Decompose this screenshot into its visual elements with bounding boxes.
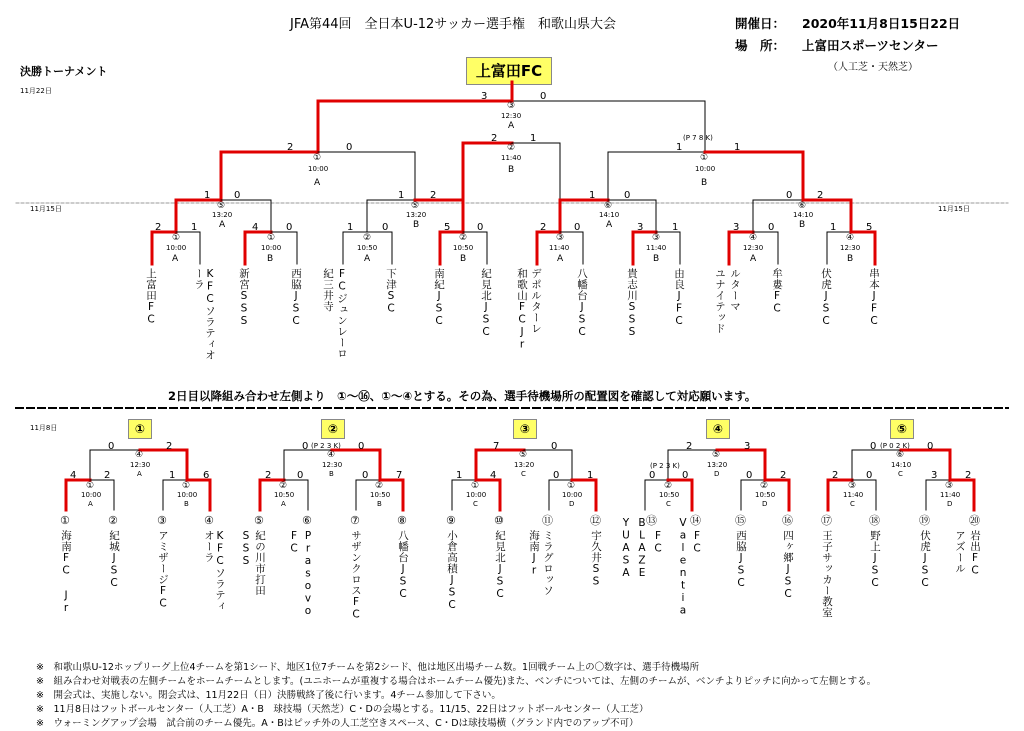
qf1-time: 13:20 [212,211,233,219]
note-line: ※ ウォーミングアップ会場 試合前のチーム優先。A・Bはピッチ外の人工芝空きスペース、C・Dは球技場横（グランド内でのアップ不可） [36,718,639,729]
team-name: 紀見北JSC [480,268,493,339]
page-title: JFA第44回 全日本U-12サッカー選手権 和歌山県大会 [290,17,617,32]
final-num: ③ [507,101,516,111]
sf2-score-left: 1 [676,142,683,153]
team-name: 新宮SSS [238,268,251,328]
qf3-court: A [606,220,613,230]
team-name: 岩出FC [969,530,982,577]
team-name: KFCソラティオーラ [202,530,226,612]
team-name: 由良JFC [673,268,686,328]
team-name: YUASA [620,517,633,580]
team-name: 西脇JSC [290,268,303,328]
team-name: 上富田FC [145,268,158,326]
sf2-court: B [701,178,708,188]
team-name: FC [652,530,665,555]
sf1-court: A [314,178,321,188]
date-22-label: 11月22日 [20,87,52,95]
qf4-court: B [799,220,806,230]
team-name: KFCソラティオーラ [192,268,216,361]
sf2-pk: (P 7 8 K) [683,134,713,142]
team-name: 野上JSC [869,530,882,590]
team-name: 下津SC [385,268,398,315]
third-score-left: 2 [491,133,498,144]
third-court: B [508,165,515,175]
venue-value: 上富田スポーツセンター [802,38,939,53]
qf1-score-left: 1 [204,190,211,201]
qf2-num: ⑤ [411,201,420,211]
pairing-notice: 2日目以降組み合わせ左側より ①～⑯、①～④とする。その為、選手待機場所の配置図を確認して対応願います。 [168,389,757,403]
team-name: 紀城JSC [108,530,121,590]
qf1-court: A [219,220,226,230]
team-name: 貴志川SSS [626,268,639,339]
team-name: FC [288,530,301,555]
team-name: 伏虎JSC [919,530,932,590]
team-name: 西脇JSC [735,530,748,590]
team-name: 紀三井寺 [322,268,335,312]
final-court: A [508,121,515,131]
qf2-score-left: 1 [398,190,405,201]
team-name: FC [691,530,704,555]
qf1-score-right: 0 [234,190,241,201]
note-line: ※ 組み合わせ対戦表の左側チームをホームチームとします。(ユニホームが重複する場合はホームチーム優先)また、ベンチについては、左側のチームが、ベンチよりピッチに向かって左側とする。 [36,676,877,687]
sf2-time: 10:00 [695,165,716,173]
qf4-score-left: 0 [786,190,793,201]
date-label: 開催日： [735,16,786,31]
qf4-score-right: 2 [817,190,824,201]
date-15-right: 11月15日 [938,205,970,213]
team-name: 八幡台JSC [576,268,589,339]
team-name: アズール [954,530,967,574]
third-score-right: 1 [530,133,537,144]
qf3-score-right: 0 [624,190,631,201]
team-name: 海南Jr [528,530,541,577]
qf3-score-left: 1 [589,190,596,201]
team-name: 紀見北JSC [494,530,507,601]
team-name: デポルターレ [530,268,543,334]
team-name: FCジュンレーロ [336,268,349,359]
team-name: SSS [240,530,253,568]
team-name: 牟婁FC [771,268,784,315]
venue-sub: （人工芝・天然芝） [828,62,918,73]
team-name: 串本JFC [868,268,881,328]
team-name: アミザージFC [157,530,170,610]
team-name: Prasovo [302,530,315,618]
sf1-score-left: 2 [287,142,294,153]
day1-date: 11月8日 [30,424,58,432]
team-name: 海南FC Jr [60,530,73,615]
final-time: 12:30 [501,112,522,120]
team-name: 八幡台JSC [397,530,410,601]
qf2-score-right: 2 [430,190,437,201]
sf1-time: 10:00 [308,165,329,173]
team-name: 紀の川市打田 [254,530,267,596]
team-name: 四ヶ郷JSC [782,530,795,601]
champion-badge: 上富田FC [466,57,552,85]
qf3-num: ⑥ [604,201,613,211]
sf1-score-right: 0 [346,142,353,153]
final-score-left: 3 [481,91,488,102]
team-name: 南紀JSC [433,268,446,328]
qf4-num: ⑥ [798,201,807,211]
team-name: BLAZE [636,517,649,580]
team-name: ルターマ [729,268,742,312]
team-name: 伏虎JSC [820,268,833,328]
final-score-right: 0 [540,91,547,102]
third-time: 11:40 [501,154,522,162]
sf2-score-right: 1 [734,142,741,153]
team-name: 宇久井SS [590,530,603,588]
sf1-num: ① [313,153,322,163]
note-line: ※ 11月8日はフットボールセンター（人工芝）A・B 球技場（天然芝）C・Dの会場とする。11/15、22日はフットボールセンター（人工芝） [36,704,649,715]
third-num: ② [507,143,516,153]
finals-label: 決勝トーナメント [20,65,108,78]
qf2-time: 13:20 [406,211,427,219]
team-name: 小倉高積JSC [446,530,459,612]
qf1-num: ⑤ [217,201,226,211]
team-name: ユナイテッド [714,268,727,334]
note-line: ※ 和歌山県U-12ホップリーグ上位4チームを第1シード、地区1位7チームを第2シード、他は地区出場チーム数。1回戦チーム上の〇数字は、選手待機場所 [36,662,700,673]
note-line: ※ 開会式は、実施しない。閉会式は、11月22日（日）決勝戦終了後に行います。4チーム参加して下さい。 [36,690,501,701]
venue-label: 場 所： [735,38,786,53]
qf4-time: 14:10 [793,211,814,219]
team-name: 王子サッカー教室 [821,530,834,618]
team-name: ミラグロッソ [542,530,555,596]
date-value: 2020年11月8日15日22日 [802,16,961,31]
team-name: サザンクロスFC [350,530,363,621]
qf3-time: 14:10 [599,211,620,219]
date-15-left: 11月15日 [30,205,62,213]
qf2-court: B [413,220,420,230]
team-name: Valentia [677,517,690,617]
sf2-num: ① [700,153,709,163]
team-name: 和歌山FCJr [516,268,529,351]
